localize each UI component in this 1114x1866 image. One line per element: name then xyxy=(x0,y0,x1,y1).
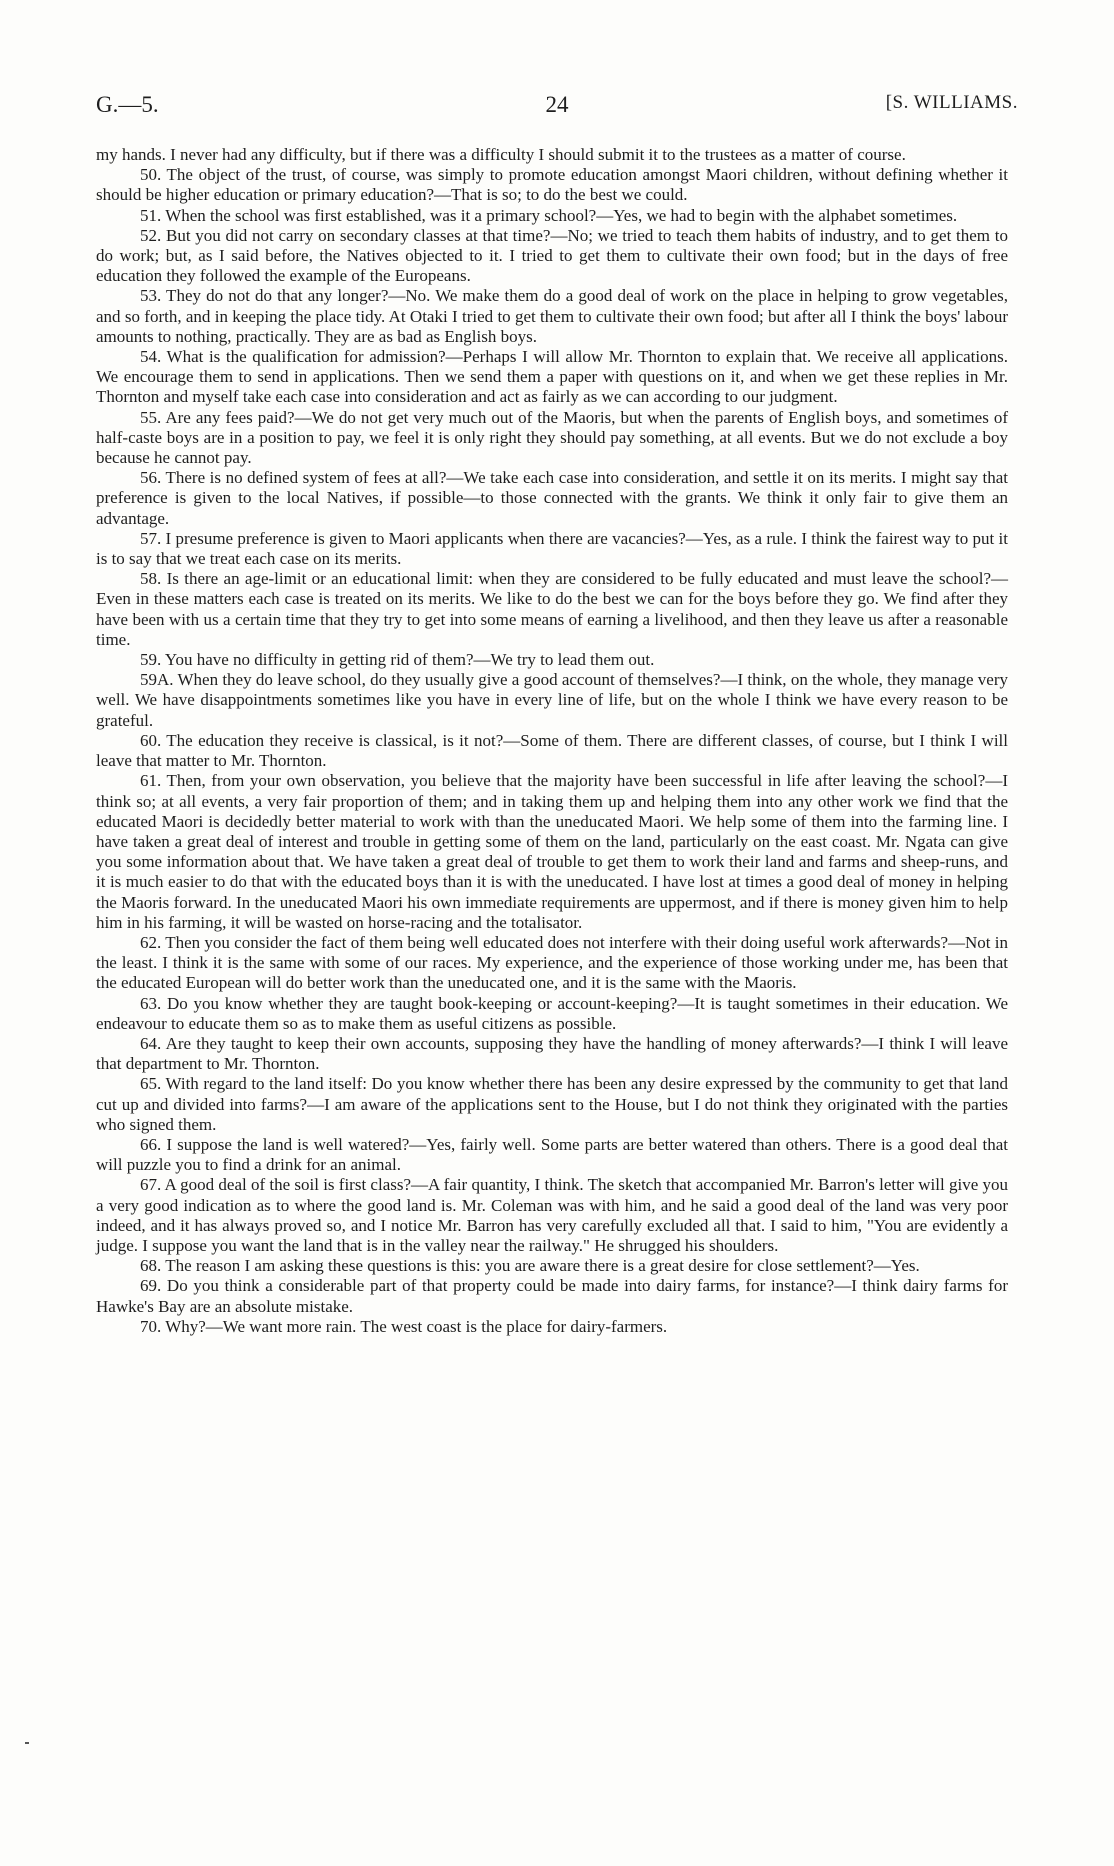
running-head: [S. WILLIAMS. xyxy=(885,92,1018,113)
paragraph: 66. I suppose the land is well watered?—Yes, fairly well. Some parts are better watered than others. There is a good deal that will puzzle you to find a drink for an animal. xyxy=(96,1134,1008,1175)
page-number: 24 xyxy=(545,92,569,117)
document-code: G.—5. xyxy=(96,92,159,117)
paragraph: 68. The reason I am asking these questions is this: you are aware there is a great desire for close settlement?—Yes. xyxy=(140,1256,920,1276)
paragraph: 52. But you did not carry on secondary classes at that time?—No; we tried to teach them habits of industry, and to get them to do work; but, as I said before, the Natives objected to it. I tried to get them to cultivate their own food; but in the days of free education they followed the example of the Europeans. xyxy=(96,225,1008,286)
paragraph: 50. The object of the trust, of course, was simply to promote education amongst Maori children, without defining whether it should be higher education or primary education?—That is so; to do the best we could. xyxy=(96,165,1008,205)
paragraph: 64. Are they taught to keep their own accounts, supposing they have the handling of money afterwards?—I think I will leave that department to Mr. Thornton. xyxy=(96,1033,1008,1074)
scan-mark xyxy=(25,1742,29,1744)
paragraph: 58. Is there an age-limit or an educational limit: when they are considered to be fully educated and must leave the school?—Even in these matters each case is treated on its merits. We like to do the best we can for the boys before they go. We find after they have been with us a certain time that they try to get into some means of earning a livelihood, and then they leave us after a reasonable time. xyxy=(96,569,1008,649)
paragraph: 56. There is no defined system of fees at all?—We take each case into consideration, and settle it on its merits. I might say that preference is given to the local Natives, if possible—to those connected with the grants. We think it only fair to give them an advantage. xyxy=(96,468,1008,528)
paragraph: 69. Do you think a considerable part of that property could be made into dairy farms, for instance?—I think dairy farms for Hawke's Bay are an absolute mistake. xyxy=(96,1276,1008,1316)
paragraph: my hands. I never had any difficulty, but if there was a difficulty I should submit it to the trustees as a matter of course. xyxy=(96,145,906,164)
paragraph: 61. Then, from your own observation, you believe that the majority have been successful in life after leaving the school?—I think so; at all events, a very fair proportion of them; and in taking them up and helping them into any other work we find that the educated Maori is decidedly better material to work with than the uneducated Maori. We help some of them into the farming line. I have taken a great deal of interest and trouble in getting some of them on the land, particularly on the east coast. Mr. Ngata can give you some information about that. We have taken a great deal of trouble to get them to work their land and farms and sheep-runs, and it is much easier to do that with the educated boys than it is with the uneducated. I have lost at times a good deal of money in helping the Maoris forward. In the uneducated Maori his own immediate requirements are uppermost, and if there is money given him to help him in his farming, it will be wasted on horse-racing and the totalisator. xyxy=(96,771,1008,932)
paragraph: 55. Are any fees paid?—We do not get very much out of the Maoris, but when the parents of English boys, and sometimes of half-caste boys are in a position to pay, we feel it is only right they should pay something, at all events. But we do not exclude a boy because he cannot pay. xyxy=(96,407,1008,468)
paragraph: 53. They do not do that any longer?—No. We make them do a good deal of work on the place in helping to grow vegetables, and so forth, and in keeping the place tidy. At Otaki I tried to get them to cultivate their own food; but after all I think the boys' labour amounts to nothing, practically. They are as bad as English boys. xyxy=(96,286,1008,346)
paragraph: 70. Why?—We want more rain. The west coast is the place for dairy-farmers. xyxy=(140,1316,668,1336)
paragraph: 60. The education they receive is classical, is it not?—Some of them. There are different classes, of course, but I think I will leave that matter to Mr. Thornton. xyxy=(96,730,1008,771)
paragraph: 63. Do you know whether they are taught book-keeping or account-keeping?—It is taught sometimes in their education. We endeavour to educate them so as to make them as useful citizens as possible. xyxy=(96,993,1008,1033)
paragraph: 59A. When they do leave school, do they usually give a good account of themselves?—I think, on the whole, they manage very well. We have disappointments sometimes like you have in every line of life, but on the whole I think we have every reason to be grateful. xyxy=(96,670,1008,730)
paragraph: 54. What is the qualification for admission?—Perhaps I will allow Mr. Thornton to explain that. We receive all applications. We encourage them to send in applications. Then we send them a paper with questions on it, and when we get these replies in Mr. Thornton and myself take each case into consideration and act as fairly as we can according to our judgment. xyxy=(96,347,1008,407)
paragraph: 62. Then you consider the fact of them being well educated does not interfere with their doing useful work afterwards?—Not in the least. I think it is the same with some of our races. My experience, and the experience of those working under me, has been that the educated European will do better work than the uneducated one, and it is the same with the Maoris. xyxy=(96,932,1008,993)
paragraph: 51. When the school was first established, was it a primary school?—Yes, we had to begin with the alphabet sometimes. xyxy=(140,205,958,225)
paragraph: 59. You have no difficulty in getting rid of them?—We try to lead them out. xyxy=(140,650,655,670)
paragraph: 67. A good deal of the soil is first class?—A fair quantity, I think. The sketch that accompanied Mr. Barron's letter will give you a very good indication as to where the good land is. Mr. Coleman was with him, and he said a good deal of the land was very poor indeed, and it has always proved so, and I notice Mr. Barron has very carefully excluded all that. I said to him, "You are evidently a judge. I suppose you want the land that is in the valley near the railway." He shrugged his shoulders. xyxy=(96,1175,1008,1255)
body-text xyxy=(96,145,1008,1337)
paragraph: 65. With regard to the land itself: Do you know whether there has been any desire expressed by the community to get that land cut up and divided into farms?—I am aware of the applications sent to the House, but I do not think they originated with the parties who signed them. xyxy=(96,1074,1008,1134)
page-header xyxy=(96,92,1018,124)
paragraph: 57. I presume preference is given to Maori applicants when there are vacancies?—Yes, as a rule. I think the fairest way to put it is to say that we treat each case on its merits. xyxy=(96,528,1008,569)
